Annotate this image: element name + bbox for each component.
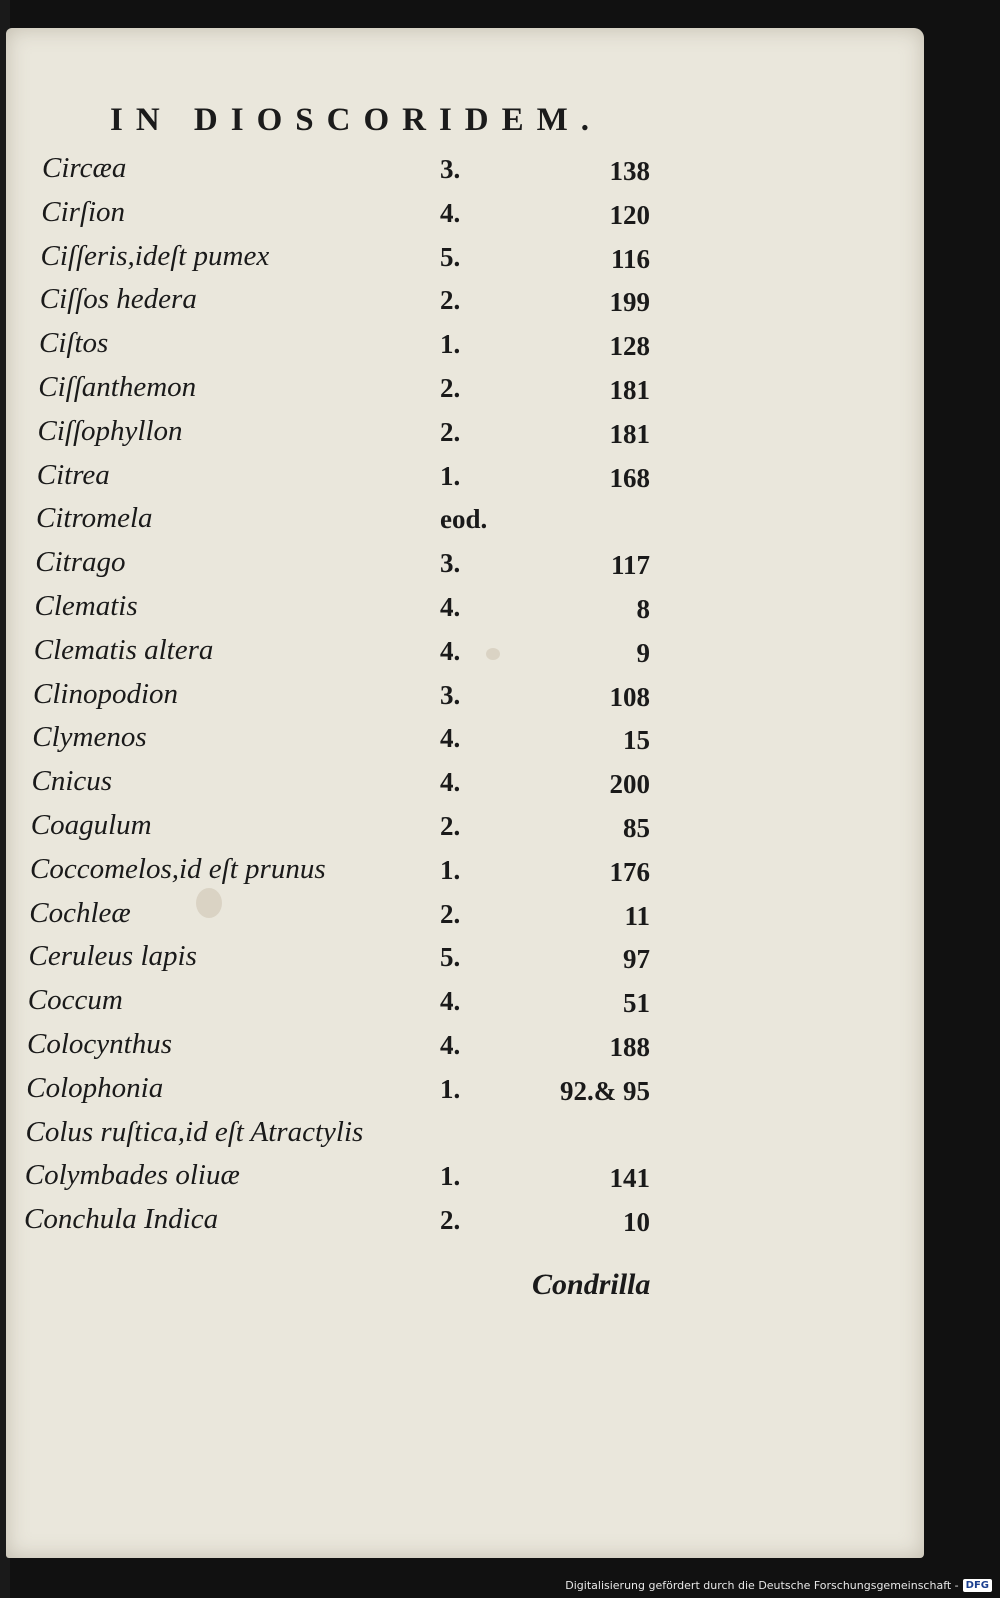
entry-term: Circæa <box>42 152 127 184</box>
index-entry <box>37 459 717 499</box>
entry-book-number: 4. <box>440 1030 461 1060</box>
entry-page-number: 176 <box>609 856 650 887</box>
entry-book-number: 4. <box>440 986 461 1017</box>
entry-page-number: 138 <box>609 156 650 186</box>
index-entry <box>36 502 716 542</box>
entry-page-number: 128 <box>609 331 650 362</box>
entry-page-number: 199 <box>609 287 650 318</box>
entry-term: Ciſtos <box>39 327 109 360</box>
index-entry <box>33 678 713 718</box>
entry-term: Clematis <box>34 590 138 622</box>
catchword: Condrilla <box>532 1268 651 1301</box>
running-heading: IN DIOSCORIDEM. <box>110 102 603 138</box>
index-entry <box>26 1072 706 1112</box>
entry-book-number: 2. <box>440 416 461 447</box>
index-entry <box>28 984 708 1024</box>
entry-term: Citrea <box>36 458 110 491</box>
entry-book-number: 4. <box>440 767 461 798</box>
index-entry <box>29 897 709 937</box>
entry-term: Clinopodion <box>33 677 179 710</box>
entry-term: Colus ruſtica,id eſt Atractylis <box>25 1115 364 1148</box>
index-entry <box>38 371 718 411</box>
index-entry <box>41 240 721 280</box>
entry-term: Ciſſophyllon <box>37 414 183 447</box>
index-entry <box>27 1028 707 1068</box>
entry-book-number: 1. <box>440 854 461 885</box>
entry-term: Coagulum <box>30 809 152 841</box>
entry-page-number: 11 <box>624 900 650 931</box>
entry-term: Coccomelos,id eſt prunus <box>30 852 326 885</box>
entry-book-number: 1. <box>440 1161 461 1192</box>
entry-book-number: 2. <box>440 1205 461 1236</box>
entry-term: Colophonia <box>26 1071 164 1104</box>
entry-book-number: eod. <box>440 504 488 535</box>
entry-book-number: 4. <box>440 635 461 666</box>
entry-page-number: 15 <box>623 725 650 756</box>
entry-term: Clymenos <box>32 721 147 754</box>
index-entry <box>26 1116 706 1156</box>
entry-book-number: 3. <box>440 679 461 710</box>
entry-term: Ciſſanthemon <box>38 371 197 403</box>
index-entry <box>41 196 721 236</box>
index-entry <box>31 809 711 849</box>
funding-credit: Digitalisierung gefördert durch die Deutsche Forschungsgemeinschaft - <box>565 1578 959 1592</box>
entry-term: Ciſſos hedera <box>39 283 197 316</box>
entry-page-number: 10 <box>623 1207 650 1238</box>
entry-page-number: 117 <box>610 550 650 581</box>
entry-term: Conchula Indica <box>24 1203 219 1236</box>
entry-book-number: 1. <box>440 1073 461 1104</box>
entry-book-number: 4. <box>440 592 461 622</box>
index-entry <box>34 634 714 674</box>
entry-book-number: 2. <box>440 811 461 841</box>
entry-page-number: 85 <box>623 813 650 843</box>
entry-term: Clematis altera <box>33 633 214 666</box>
index-entry <box>35 546 715 586</box>
entry-term: Ceruleus lapis <box>28 940 197 973</box>
entry-book-number: 2. <box>440 285 461 316</box>
entry-book-number: 3. <box>440 154 461 184</box>
entry-book-number: 5. <box>440 942 461 973</box>
digitization-footer <box>565 1576 992 1594</box>
entry-term: Ciſſeris,ideſt pumex <box>40 239 270 272</box>
index-entry <box>30 853 710 893</box>
entry-page-number: 200 <box>609 769 650 800</box>
entry-page-number: 51 <box>623 988 650 1019</box>
index-entry <box>32 721 712 761</box>
entry-book-number: 1. <box>440 329 461 360</box>
entry-page-number: 108 <box>609 681 650 712</box>
entry-book-number: 4. <box>440 723 461 754</box>
index-entry <box>24 1203 704 1243</box>
entry-page-number: 168 <box>609 462 650 493</box>
entry-term: Cochleæ <box>29 896 131 929</box>
entry-term: Citrago <box>35 546 126 579</box>
index-entry <box>40 283 720 323</box>
index-entry <box>29 940 709 980</box>
entry-book-number: 3. <box>440 548 461 579</box>
entry-term: Coccum <box>27 984 123 1017</box>
entry-book-number: 2. <box>440 373 461 403</box>
entry-page-number: 188 <box>609 1032 650 1062</box>
entry-book-number: 1. <box>440 460 461 491</box>
entry-page-number: 9 <box>636 637 650 668</box>
index-entry <box>39 327 719 367</box>
index-entry <box>35 590 715 630</box>
entry-page-number: 181 <box>609 418 650 449</box>
entry-book-number: 4. <box>440 197 461 228</box>
index-entry <box>25 1159 705 1199</box>
entry-book-number: 5. <box>440 241 461 272</box>
entry-page-number: 181 <box>609 375 650 405</box>
entry-page-number: 120 <box>609 199 650 230</box>
entry-term: Colocynthus <box>27 1028 172 1060</box>
entry-term: Colymbades oliuæ <box>24 1159 240 1192</box>
index-entry <box>38 415 718 455</box>
entry-book-number: 2. <box>440 898 461 929</box>
entry-term: Citromela <box>36 502 153 535</box>
entry-term: Cirſion <box>41 195 126 228</box>
entry-page-number: 92.& 95 <box>560 1075 650 1106</box>
entry-page-number: 8 <box>636 594 650 624</box>
entry-page-number: 116 <box>610 243 650 274</box>
entry-term: Cnicus <box>31 765 113 798</box>
index-entry <box>32 765 712 805</box>
entry-page-number: 141 <box>609 1163 650 1194</box>
dfg-logo: DFG <box>963 1579 992 1592</box>
entry-page-number: 97 <box>623 944 650 975</box>
index-entry <box>42 152 722 192</box>
